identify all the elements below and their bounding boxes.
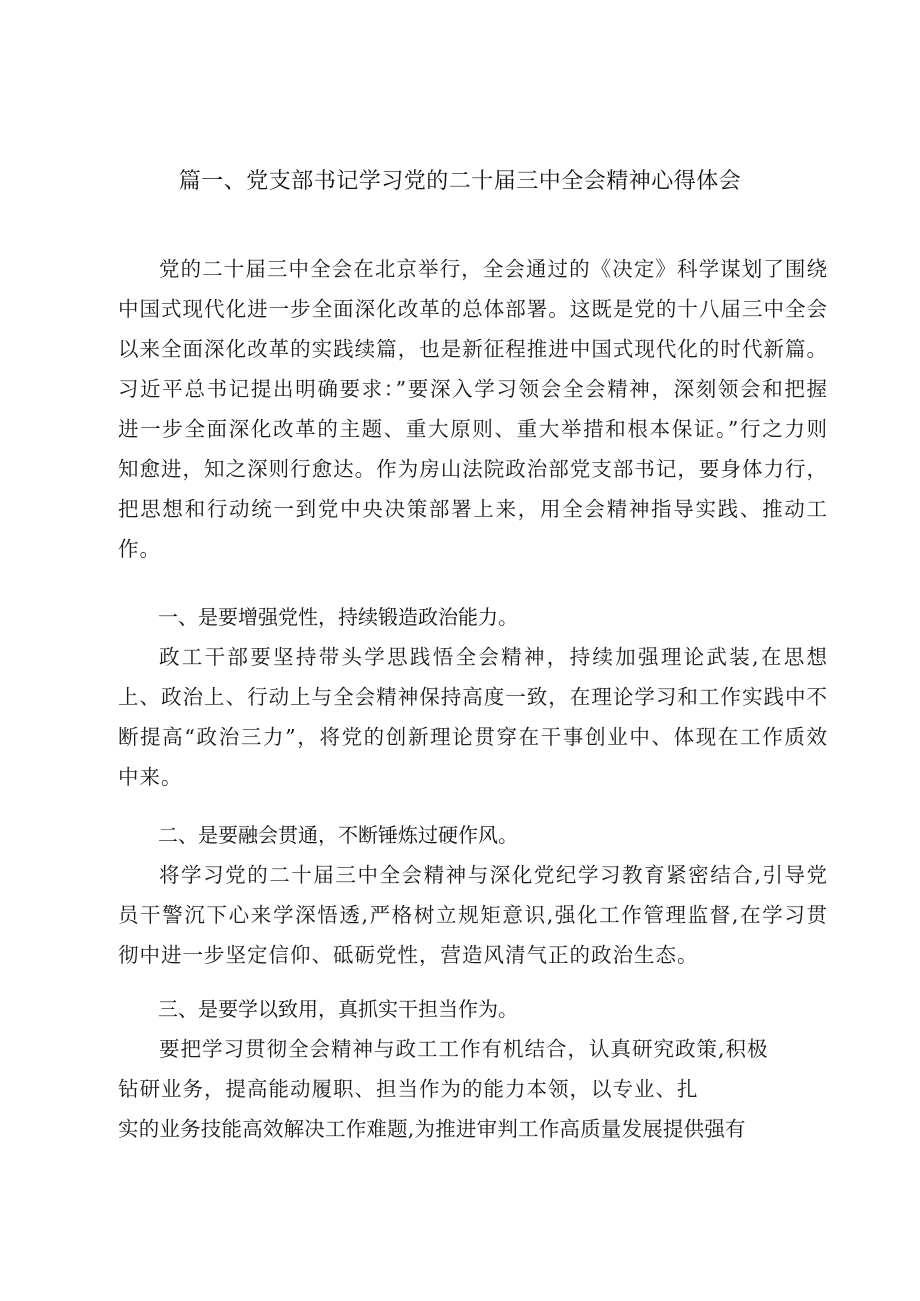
- section-3-heading: 三、是要学以致用，真抓实干担当作为。: [158, 997, 518, 1021]
- section-3-line-2: 钻研业务，提高能动履职、担当作为的能力本领，以专业、扎: [118, 1077, 699, 1101]
- section-1-heading: 一、是要增强党性，持续锻造政治能力。: [158, 605, 518, 629]
- section-3-line-1: 要把学习贯彻全会精神与政工工作有机结合，认真研究政策,积极: [159, 1037, 769, 1061]
- intro-block: [118, 249, 828, 569]
- intro-paragraph: 党的二十届三中全会在北京举行，全会通过的《决定》科学谋划了围绕中国式现代化进一步全面深化改革的总体部署。这既是党的十八届三中全会以来全面深化改革的实践续篇，也是新征程推进中国式现代化的时代新篇。习近平总书记提出明确要求：”要深入学习领会全会精神，深刻领会和把握进一步全面深化改革的主题、重大原则、重大举措和根本保证。”行之力则知愈进，知之深则行愈达。作为房山法院政治部党支部书记，要身体力行，把思想和行动统一到党中央决策部署上来，用全会精神指导实践、推动工作。: [118, 257, 828, 561]
- document-title: 篇一、党支部书记学习党的二十届三中全会精神心得体会: [178, 169, 742, 194]
- section-1-paragraph: 政工干部要坚持带头学思践悟全会精神，持续加强理论武装,在思想上、政治上、行动上与全会精神保持高度一致，在理论学习和工作实践中不断提高“政治三力”，将党的创新理论贯穿在干事创业中、体现在工作质效中来。: [118, 645, 828, 789]
- section-3: [118, 989, 828, 1149]
- section-2-paragraph: 将学习党的二十届三中全会精神与深化党纪学习教育紧密结合,引导党员干警沉下心来学深悟透,严格树立规矩意识,强化工作管理监督,在学习贯彻中进一步坚定信仰、砥砺党性，营造风清气正的政治生态。: [118, 863, 828, 967]
- section-2-heading: 二、是要融会贯通，不断锤炼过硬作风。: [158, 823, 518, 847]
- section-3-line-3: 实的业务技能高效解决工作难题,为推进审判工作高质量发展提供强有: [118, 1117, 746, 1141]
- section-2: [118, 815, 828, 975]
- section-1: [118, 597, 828, 797]
- section-3-paragraph: [118, 1029, 828, 1149]
